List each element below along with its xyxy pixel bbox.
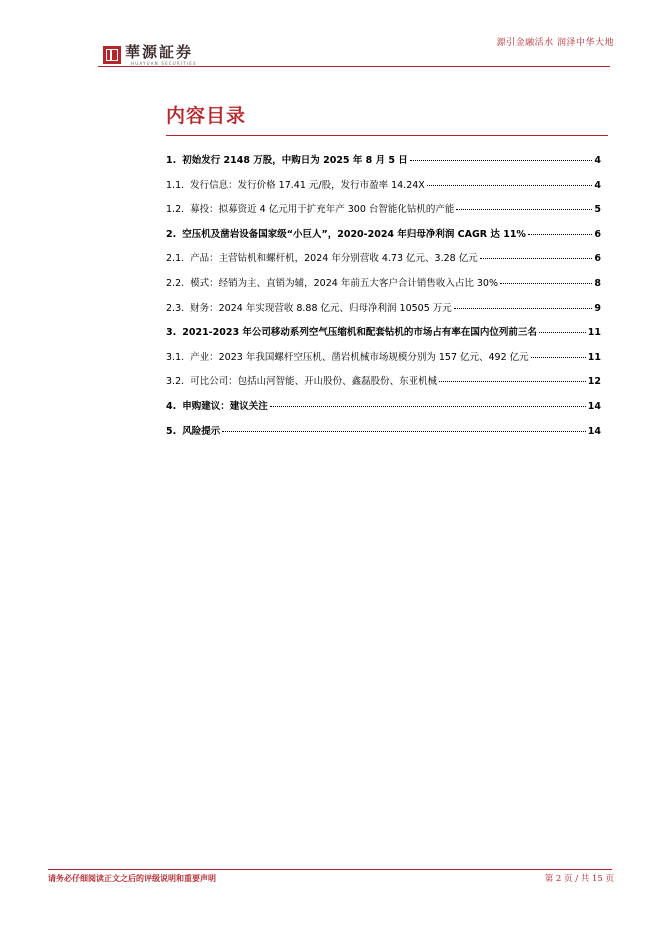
toc-list xyxy=(166,152,601,447)
toc-dot-leader xyxy=(454,308,593,309)
toc-entry-text: 财务：2024 年实现营收 8.88 亿元、归母净利润 10505 万元 xyxy=(190,302,452,314)
toc-title-divider xyxy=(166,135,608,136)
toc-entry-number: 2. xyxy=(166,228,177,240)
toc-dot-leader xyxy=(500,283,592,284)
toc-entry[interactable] xyxy=(166,324,601,349)
toc-dot-leader xyxy=(222,431,586,432)
toc-dot-leader xyxy=(528,234,592,235)
toc-entry-text: 2021-2023 年公司移动系列空气压缩机和配套钻机的市场占有率在国内位列前三名 xyxy=(182,327,537,339)
page-number: 第 2 页 / 共 15 页 xyxy=(544,874,614,884)
toc-dot-leader xyxy=(439,381,586,382)
toc-entry-number: 4. xyxy=(166,400,177,412)
toc-dot-leader xyxy=(270,406,586,407)
toc-entry-number: 3.1. xyxy=(166,351,185,363)
toc-entry-page: 8 xyxy=(594,277,601,289)
toc-entry-number: 3. xyxy=(166,327,177,339)
toc-entry-page: 6 xyxy=(594,253,601,265)
toc-entry-page: 5 xyxy=(594,204,601,216)
toc-entry-number: 1.2. xyxy=(166,204,185,216)
logo-name-en: HUAYUAN SECURITIES xyxy=(131,61,197,66)
toc-entry-text: 募投：拟募资近 4 亿元用于扩充年产 300 台智能化钻机的产能 xyxy=(190,204,455,216)
toc-entry-page: 9 xyxy=(594,302,601,314)
toc-entry-text: 产品：主营钻机和螺杆机，2024 年分别营收 4.73 亿元、3.28 亿元 xyxy=(190,253,478,265)
footer-disclaimer: 请务必仔细阅读正文之后的评级说明和重要声明 xyxy=(48,874,216,883)
toc-entry-number: 2.2. xyxy=(166,277,185,289)
toc-entry[interactable] xyxy=(166,201,601,226)
toc-entry[interactable] xyxy=(166,423,601,448)
toc-entry[interactable] xyxy=(166,398,601,423)
company-logo xyxy=(103,44,197,67)
toc-entry[interactable] xyxy=(166,300,601,325)
toc-entry-text: 风险提示 xyxy=(182,425,221,437)
toc-dot-leader xyxy=(456,209,592,210)
toc-entry-page: 12 xyxy=(587,376,601,388)
toc-entry-number: 2.3. xyxy=(166,302,185,314)
toc-entry-page: 4 xyxy=(594,179,601,191)
toc-entry-text: 空压机及凿岩设备国家级“小巨人”，2020-2024 年归母净利润 CAGR 达 11% xyxy=(182,228,526,240)
toc-title: 内容目录 xyxy=(166,105,247,127)
toc-entry-page: 14 xyxy=(587,425,601,437)
toc-dot-leader xyxy=(427,185,593,186)
toc-entry[interactable] xyxy=(166,226,601,251)
toc-entry[interactable] xyxy=(166,373,601,398)
header-divider xyxy=(98,66,610,67)
toc-entry-text: 初始发行 2148 万股，中购日为 2025 年 8 月 5 日 xyxy=(182,155,408,166)
toc-entry-text: 模式：经销为主、直销为辅，2024 年前五大客户合计销售收入占比 30% xyxy=(190,277,498,289)
toc-entry-page: 11 xyxy=(587,351,601,363)
toc-entry[interactable] xyxy=(166,275,601,300)
logo-name-cn: 華源証券 xyxy=(125,43,194,61)
toc-entry-text: 申购建议：建议关注 xyxy=(182,400,268,412)
toc-entry-number: 2.1. xyxy=(166,253,185,265)
toc-entry-page: 6 xyxy=(594,228,601,240)
toc-entry[interactable] xyxy=(166,349,601,374)
toc-entry-page: 11 xyxy=(587,327,601,339)
toc-dot-leader xyxy=(410,160,593,161)
toc-entry-number: 1.1. xyxy=(166,179,185,191)
toc-entry-number: 3.2. xyxy=(166,376,185,388)
toc-entry-number: 1. xyxy=(166,155,177,166)
toc-entry[interactable] xyxy=(166,250,601,275)
toc-dot-leader xyxy=(531,357,586,358)
toc-entry-text: 产业：2023 年我国螺杆空压机、凿岩机械市场规模分别为 157 亿元、492 亿元 xyxy=(190,351,529,363)
toc-dot-leader xyxy=(480,258,593,259)
toc-entry-text: 可比公司：包括山河智能、开山股份、鑫磊股份、东亚机械 xyxy=(190,376,438,388)
toc-entry-number: 5. xyxy=(166,425,177,437)
toc-entry-text: 发行信息：发行价格 17.41 元/股，发行市盈率 14.24X xyxy=(190,179,425,191)
toc-entry-page: 4 xyxy=(594,155,601,166)
toc-entry[interactable] xyxy=(166,152,601,177)
footer-divider xyxy=(48,869,612,870)
toc-entry-page: 14 xyxy=(587,400,601,412)
toc-dot-leader xyxy=(539,332,586,333)
toc-entry[interactable] xyxy=(166,177,601,202)
logo-icon xyxy=(103,46,121,64)
header-slogan: 源引金融活水 润泽中华大地 xyxy=(496,38,614,48)
